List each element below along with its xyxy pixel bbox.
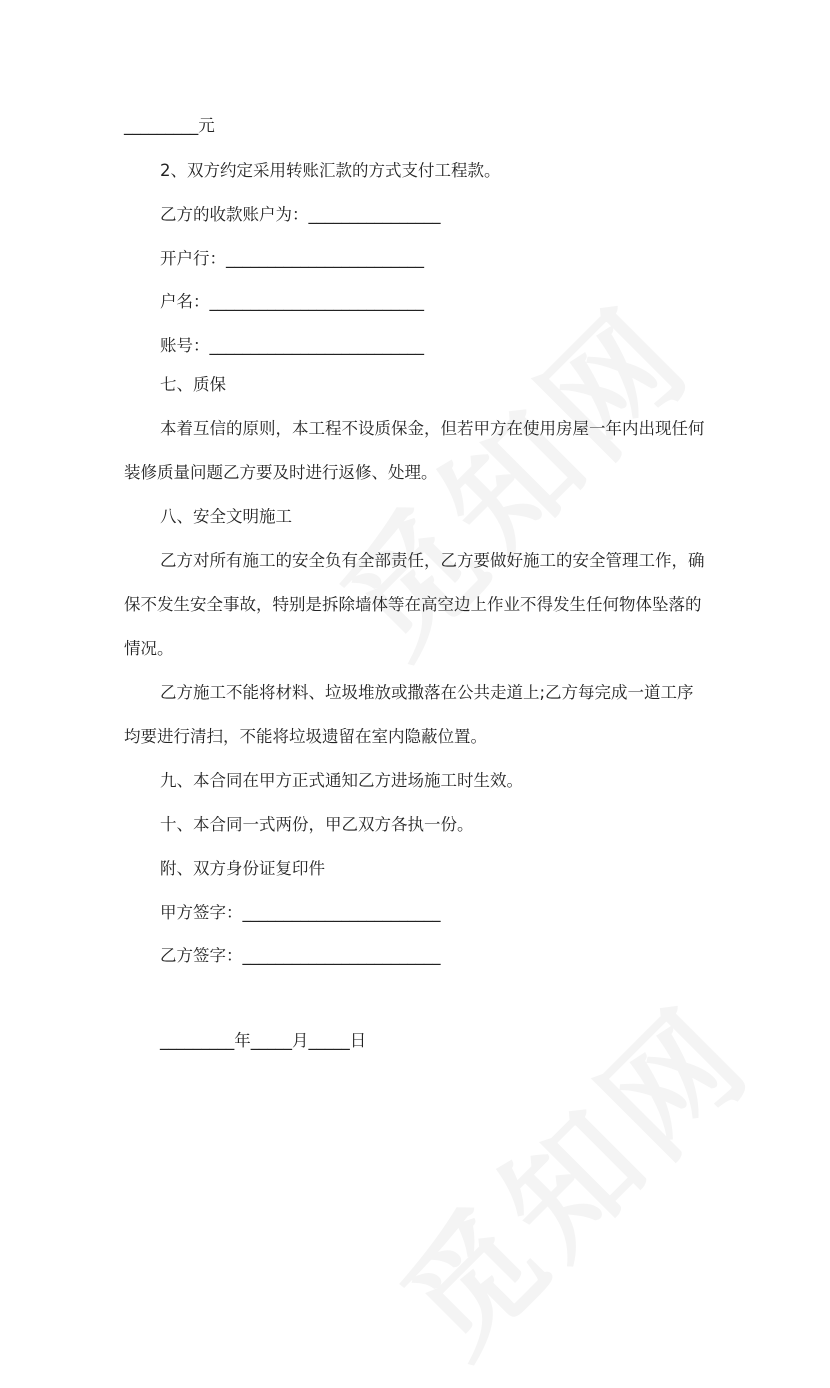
document-line: 乙方对所有施工的安全负有全部责任，乙方要做好施工的安全管理工作，确	[160, 551, 705, 570]
document-line: 账号：__________________________	[160, 336, 424, 355]
document-line: _________年_____月_____日	[160, 1031, 367, 1050]
document-line: 乙方的收款账户为：________________	[160, 205, 441, 224]
document-line: 十、本合同一式两份，甲乙双方各执一份。	[160, 815, 474, 834]
document-line: 乙方施工不能将材料、垃圾堆放或撒落在公共走道上;乙方每完成一道工序	[160, 683, 694, 702]
document-line: 九、本合同在甲方正式通知乙方进场施工时生效。	[160, 771, 523, 790]
document-line: 八、安全文明施工	[160, 507, 292, 526]
document-line: 户名：__________________________	[160, 292, 424, 311]
document-line: 均要进行清扫，不能将垃圾遗留在室内隐蔽位置。	[124, 727, 487, 746]
document-line: 开户行：________________________	[160, 249, 424, 268]
document-line: 2、双方约定采用转账汇款的方式支付工程款。	[160, 161, 501, 180]
document-line: 甲方签字：________________________	[160, 903, 441, 922]
document-line: 附、双方身份证复印件	[160, 859, 325, 878]
document-line: 本着互信的原则，本工程不设质保金，但若甲方在使用房屋一年内出现任何	[160, 419, 705, 438]
document-line: 装修质量问题乙方要及时进行返修、处理。	[124, 463, 438, 482]
watermark-bottom	[355, 959, 784, 1388]
document-line: 情况。	[124, 639, 174, 658]
document-line: 乙方签字：________________________	[160, 946, 441, 965]
document-line: _________元	[124, 116, 215, 135]
document-line: 七、质保	[160, 375, 226, 394]
document-line: 保不发生安全事故，特别是拆除墙体等在高空边上作业不得发生任何物体坠落的	[124, 595, 702, 614]
